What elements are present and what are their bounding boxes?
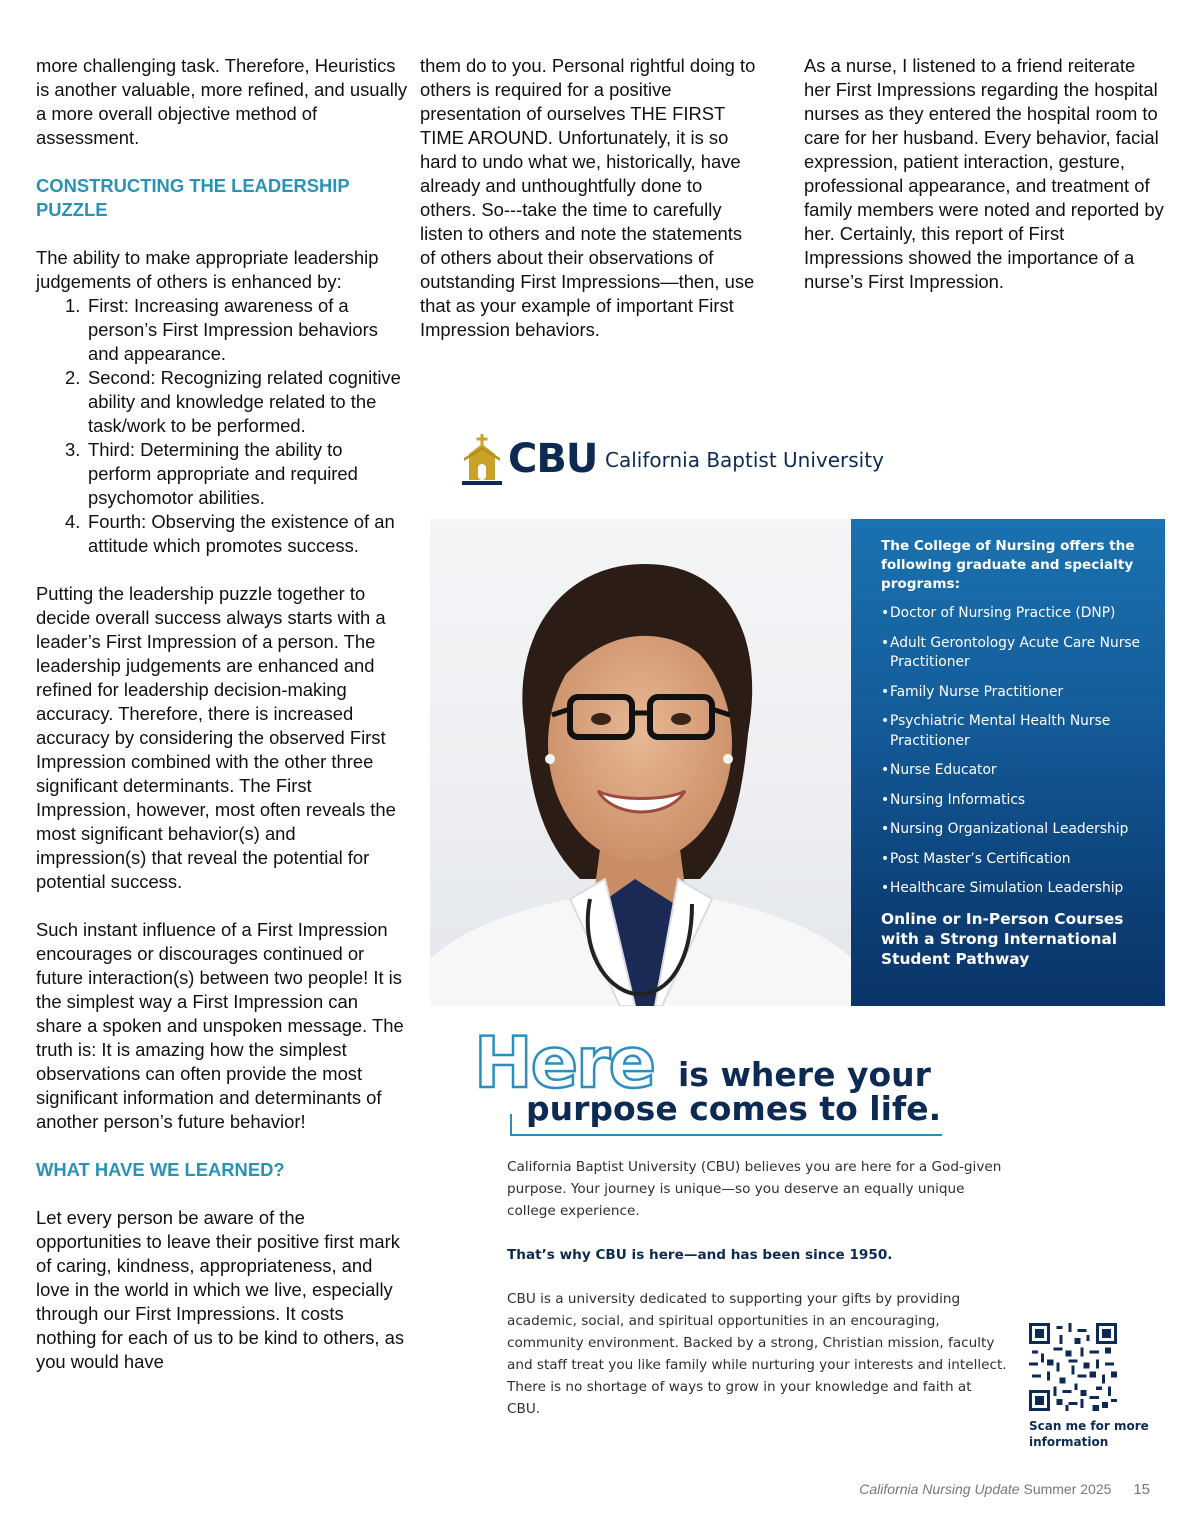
ad-body	[507, 1156, 1007, 1442]
bullet: •	[881, 821, 890, 837]
paragraph: Such instant influence of a First Impression encourages or discourages continued or future interaction(s) between two people! It is the simplest way a First Impression can share a spoken and unspoken message. The truth is: It is amazing how the simplest observations can often provide the most significant information and determinants of another person’s future behavior!	[36, 919, 404, 1132]
chapel-logo-icon	[462, 434, 502, 486]
bullet: •	[881, 880, 890, 896]
list-item-text: First: Increasing awareness of a person’s First Impression behaviors and appearance.	[88, 295, 378, 364]
paragraph: The ability to make appropriate leadership judgements of others is enhanced by:	[36, 247, 379, 292]
list-number: 3.	[65, 439, 81, 460]
list-item-text: Second: Recognizing related cognitive ability and knowledge related to the task/work to be performed.	[88, 367, 401, 436]
nurse-photo	[430, 519, 852, 1006]
program-item	[881, 850, 1145, 870]
bullet: •	[881, 634, 890, 651]
program-label: Nursing Informatics	[890, 791, 1026, 808]
issue-date: Summer 2025	[1023, 1481, 1112, 1497]
bullet: •	[881, 791, 890, 808]
cbu-logo	[462, 434, 902, 488]
program-label: Nurse Educator	[890, 762, 997, 778]
program-item	[881, 634, 1145, 673]
ad-paragraph: California Baptist University (CBU) believes you are here for a God-given purpose. Your journey is unique—so you deserve an equally unique college experience.	[507, 1159, 1002, 1219]
tagline-rule	[510, 1114, 512, 1136]
programs-footer: Online or In-Person Courses with a Strong International Student Pathway	[881, 909, 1124, 968]
list-number: 2.	[65, 367, 81, 388]
logo-wordmark: CBU	[508, 436, 598, 482]
section-heading	[36, 174, 408, 222]
program-label: Healthcare Simulation Leadership	[890, 880, 1124, 896]
tagline-here: Here	[474, 1022, 655, 1104]
list-number: 4.	[65, 511, 81, 532]
program-label: Psychiatric Mental Health Nurse Practitioner	[890, 713, 1111, 749]
qr-label: Scan me for more information	[1029, 1419, 1149, 1449]
list-item-text: Fourth: Observing the existence of an attitude which promotes success.	[88, 511, 395, 556]
ad-paragraph: CBU is a university dedicated to supporting your gifts by providing academic, social, and spiritual opportunities in an encouraging, community environment. Backed by a strong, Christian mission, faculty and staff treat you like family while nurturing your interests and intellect. There is no shortage of ways to grow in your knowledge and faith at CBU.	[507, 1291, 1007, 1417]
article-column-1	[36, 54, 408, 1374]
programs-intro: The College of Nursing offers the following graduate and specialty programs:	[881, 538, 1135, 592]
list-item	[36, 294, 408, 366]
tagline-underline	[510, 1134, 942, 1136]
paragraph: more challenging task. Therefore, Heuristics is another valuable, more refined, and usually a more overall objective method of assessment.	[36, 55, 408, 148]
paragraph: Putting the leadership puzzle together to decide overall success always starts with a leader’s First Impression of a person. The leadership judgements are enhanced and refined for leadership decision-making accuracy. Therefore, there is increased accuracy by considering the observed First Impression combined with the other three significant determinants. The First Impression, however, most often reveals the most significant behavior(s) and impression(s) that reveal the potential for potential success.	[36, 583, 396, 892]
section-heading: WHAT HAVE WE LEARNED?	[36, 1159, 285, 1180]
program-item	[881, 683, 1145, 703]
determinants-list	[36, 294, 408, 558]
article-column-3	[804, 54, 1164, 294]
bullet: •	[881, 762, 890, 778]
list-item	[36, 366, 408, 438]
heading-line: PUZZLE	[36, 199, 108, 220]
program-label: Doctor of Nursing Practice (DNP)	[890, 605, 1116, 621]
university-name: California Baptist University	[605, 448, 884, 472]
ad-emphasis: That’s why CBU is here—and has been since 1950.	[507, 1247, 893, 1263]
bullet: •	[881, 850, 890, 867]
program-label: Post Master’s Certification	[890, 850, 1071, 867]
program-item	[881, 712, 1145, 751]
qr-code-icon[interactable]	[1029, 1323, 1117, 1411]
bullet: •	[881, 713, 890, 729]
article-column-2	[420, 54, 760, 342]
paragraph: them do to you. Personal rightful doing to others is required for a positive presentation of ourselves THE FIRST TIME AROUND. Unfortunately, it is so hard to undo what we, historically, have already and unthoughtfully done to others. So---take the time to carefully listen to others and note the statements of others about their observations of outstanding First Impressions—then, use that as your example of important First Impression behaviors.	[420, 55, 756, 340]
tagline-line-1: is where your	[678, 1055, 931, 1094]
tagline-line-2: purpose comes to life.	[526, 1089, 942, 1128]
list-number: 1.	[65, 295, 81, 316]
list-item-text: Third: Determining the ability to perform appropriate and required psychomotor abilities.	[88, 439, 358, 508]
bullet: •	[881, 605, 890, 621]
paragraph: Let every person be aware of the opportunities to leave their positive first mark of caring, kindness, appropriateness, and love in the world in which we live, especially through our First Impressions. It costs nothing for each of us to be kind to others, as you would have	[36, 1207, 405, 1372]
heading-line: CONSTRUCTING THE LEADERSHIP	[36, 175, 350, 196]
page-number: 15	[1133, 1481, 1150, 1498]
program-item	[881, 820, 1145, 840]
programs-panel	[851, 519, 1165, 1006]
program-label: Nursing Organizational Leadership	[890, 821, 1129, 837]
list-item	[36, 438, 408, 510]
program-item	[881, 604, 1145, 624]
page-footer	[859, 1480, 1150, 1499]
publication-name: California Nursing Update	[859, 1481, 1020, 1497]
program-item	[881, 761, 1145, 781]
program-label: Adult Gerontology Acute Care Nurse Practitioner	[890, 634, 1141, 670]
program-label: Family Nurse Practitioner	[890, 683, 1064, 700]
program-item	[881, 879, 1145, 899]
list-item	[36, 510, 408, 558]
programs-list	[881, 604, 1145, 899]
program-item	[881, 791, 1145, 811]
tagline	[474, 1022, 954, 1140]
paragraph: As a nurse, I listened to a friend reiterate her First Impressions regarding the hospital nurses as they entered the hospital room to care for her husband. Every behavior, facial expression, patient interaction, gesture, professional appearance, and treatment of family members were noted and reported by her. Certainly, this report of First Impressions showed the importance of a nurse’s First Impression.	[804, 55, 1164, 292]
bullet: •	[881, 683, 890, 700]
